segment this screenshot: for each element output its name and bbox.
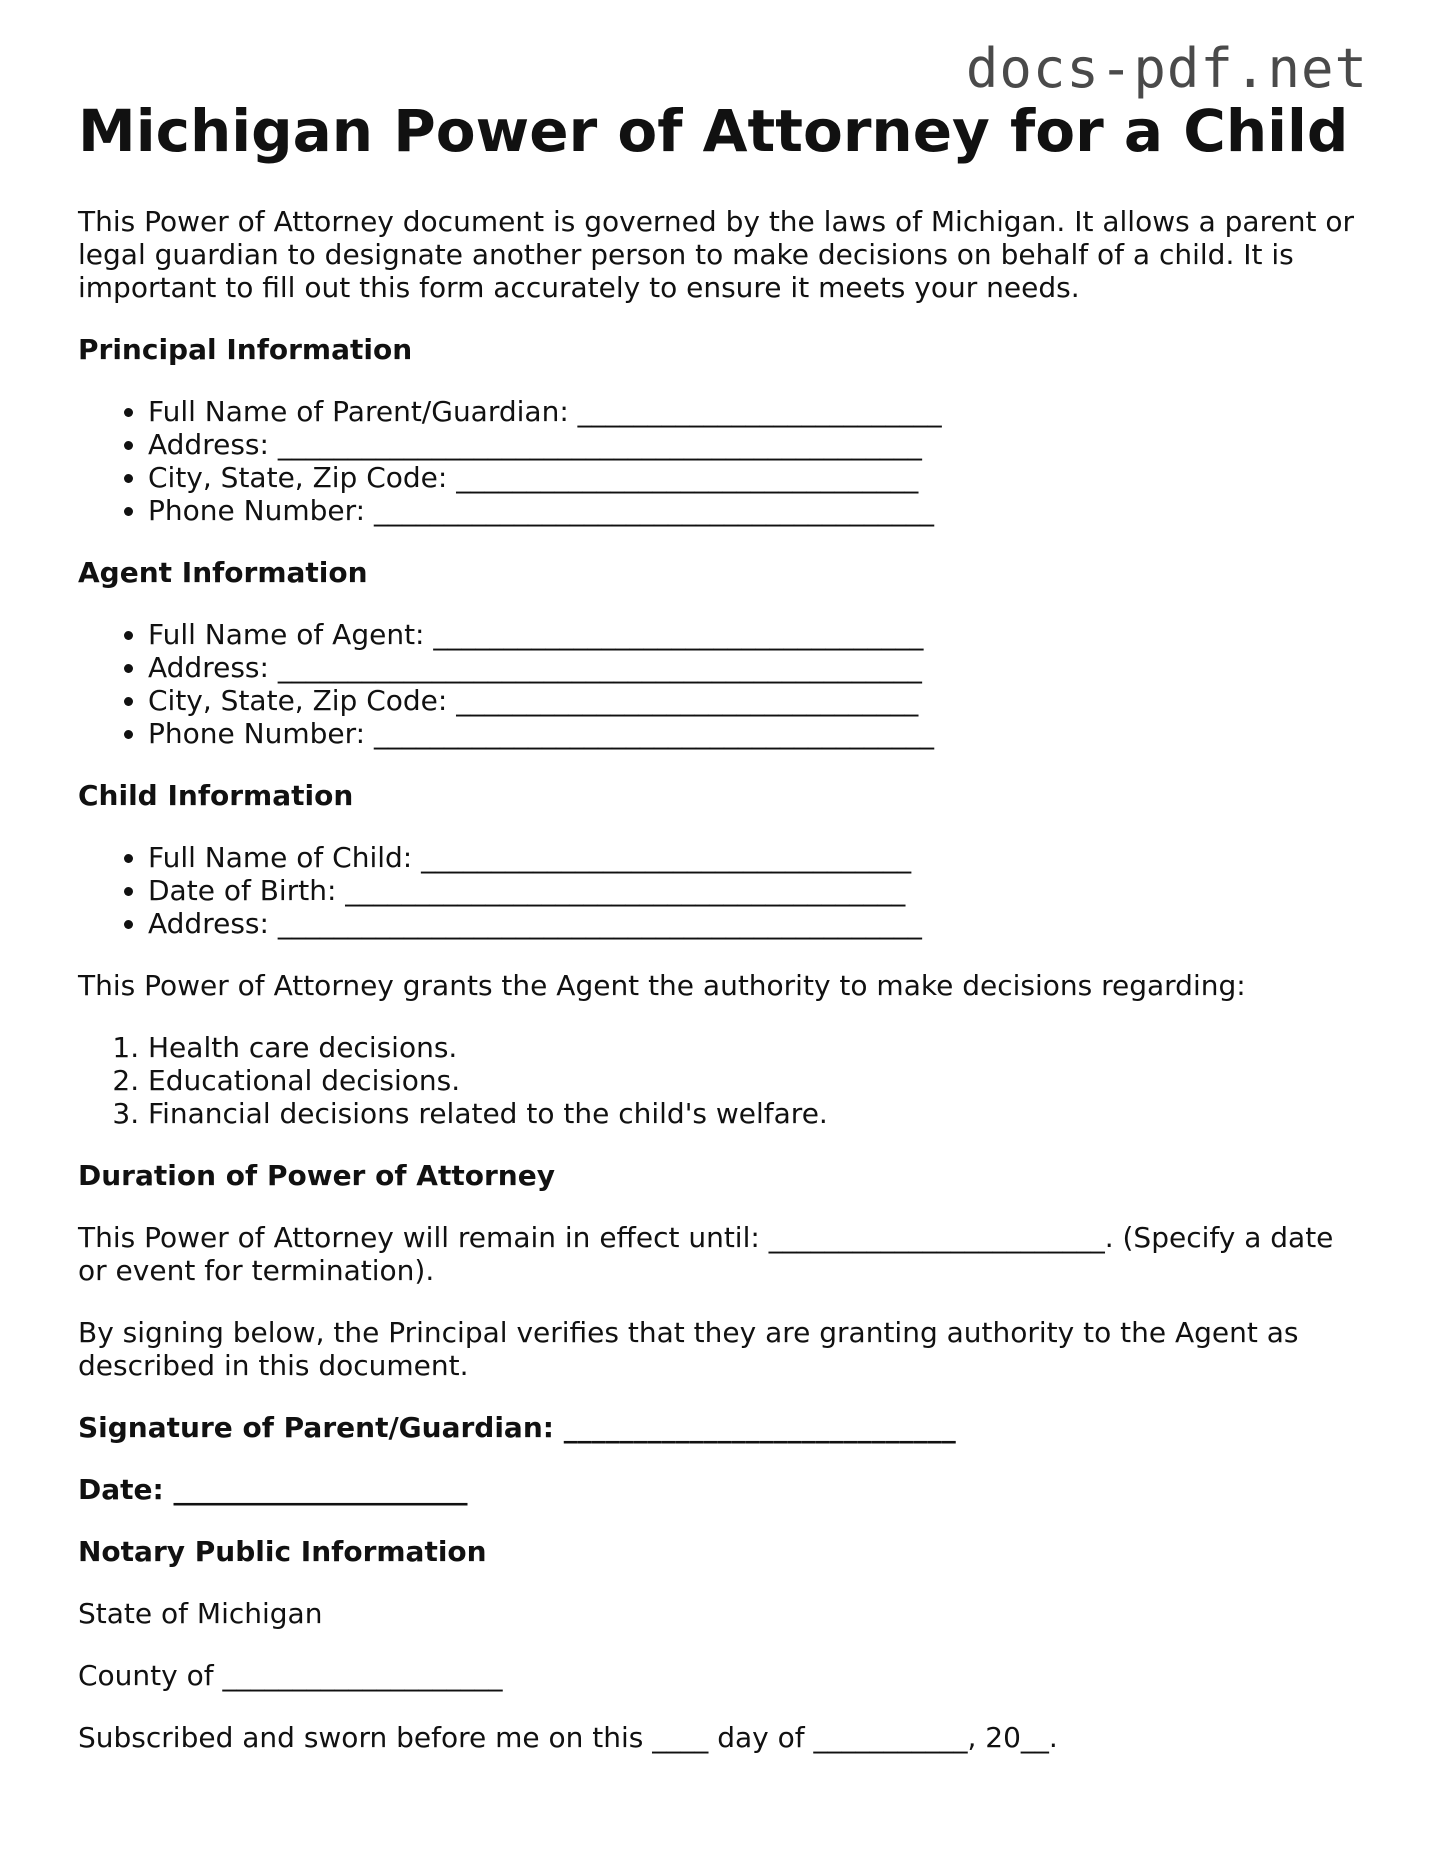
agent-phone-field[interactable]: • Phone Number: ________________________________________ [148, 717, 1368, 750]
principal-address-field[interactable]: • Address: ______________________________________________ [148, 428, 1368, 461]
child-name-field[interactable]: • Full Name of Child: ___________________________________ [148, 841, 1368, 874]
watermark: docs-pdf.net [965, 37, 1368, 100]
principal-list [78, 395, 1368, 527]
principal-city-field[interactable]: • City, State, Zip Code: _________________________________ [148, 461, 1368, 494]
notary-heading: Notary Public Information [78, 1535, 487, 1568]
authority-item: 1. Health care decisions. [148, 1031, 1368, 1064]
document-title: Michigan Power of Attorney for a Child [78, 97, 1349, 165]
signing-statement: By signing below, the Principal verifies that they are granting authority to the Agent as described in this document. [78, 1316, 1299, 1382]
child-address-field[interactable]: • Address: ______________________________________________ [148, 907, 1368, 940]
agent-heading: Agent Information [78, 556, 368, 589]
notary-state: State of Michigan [78, 1597, 323, 1630]
agent-city-field[interactable]: • City, State, Zip Code: _________________________________ [148, 684, 1368, 717]
agent-address-field[interactable]: • Address: ______________________________________________ [148, 651, 1368, 684]
authority-item: 2. Educational decisions. [148, 1064, 1368, 1097]
agent-list [78, 618, 1368, 750]
authority-item: 3. Financial decisions related to the child's welfare. [148, 1097, 1368, 1130]
principal-heading: Principal Information [78, 333, 413, 366]
date-line[interactable]: Date: _____________________ [78, 1473, 468, 1506]
duration-heading: Duration of Power of Attorney [78, 1159, 555, 1192]
duration-text[interactable]: This Power of Attorney will remain in effect until: ________________________. (Specify a date or event for termination). [78, 1221, 1334, 1287]
principal-phone-field[interactable]: • Phone Number: ________________________________________ [148, 494, 1368, 527]
notary-county-field[interactable]: County of ____________________ [78, 1659, 503, 1692]
child-heading: Child Information [78, 779, 354, 812]
document-body [78, 205, 1368, 1783]
signature-line[interactable]: Signature of Parent/Guardian: ____________________________ [78, 1411, 956, 1444]
principal-name-field[interactable]: • Full Name of Parent/Guardian: __________________________ [148, 395, 1368, 428]
notary-sworn-field[interactable]: Subscribed and sworn before me on this ____ day of ___________, 20__. [78, 1721, 1058, 1754]
authority-list [78, 1031, 1368, 1130]
child-list [78, 841, 1368, 940]
intro-paragraph: This Power of Attorney document is governed by the laws of Michigan. It allows a parent or legal guardian to designate another person to make decisions on behalf of a child. It is important to fill out this form accurately to ensure it meets your needs. [78, 205, 1354, 304]
authority-intro: This Power of Attorney grants the Agent the authority to make decisions regarding: [78, 969, 1246, 1002]
child-dob-field[interactable]: • Date of Birth: ________________________________________ [148, 874, 1368, 907]
agent-name-field[interactable]: • Full Name of Agent: ___________________________________ [148, 618, 1368, 651]
